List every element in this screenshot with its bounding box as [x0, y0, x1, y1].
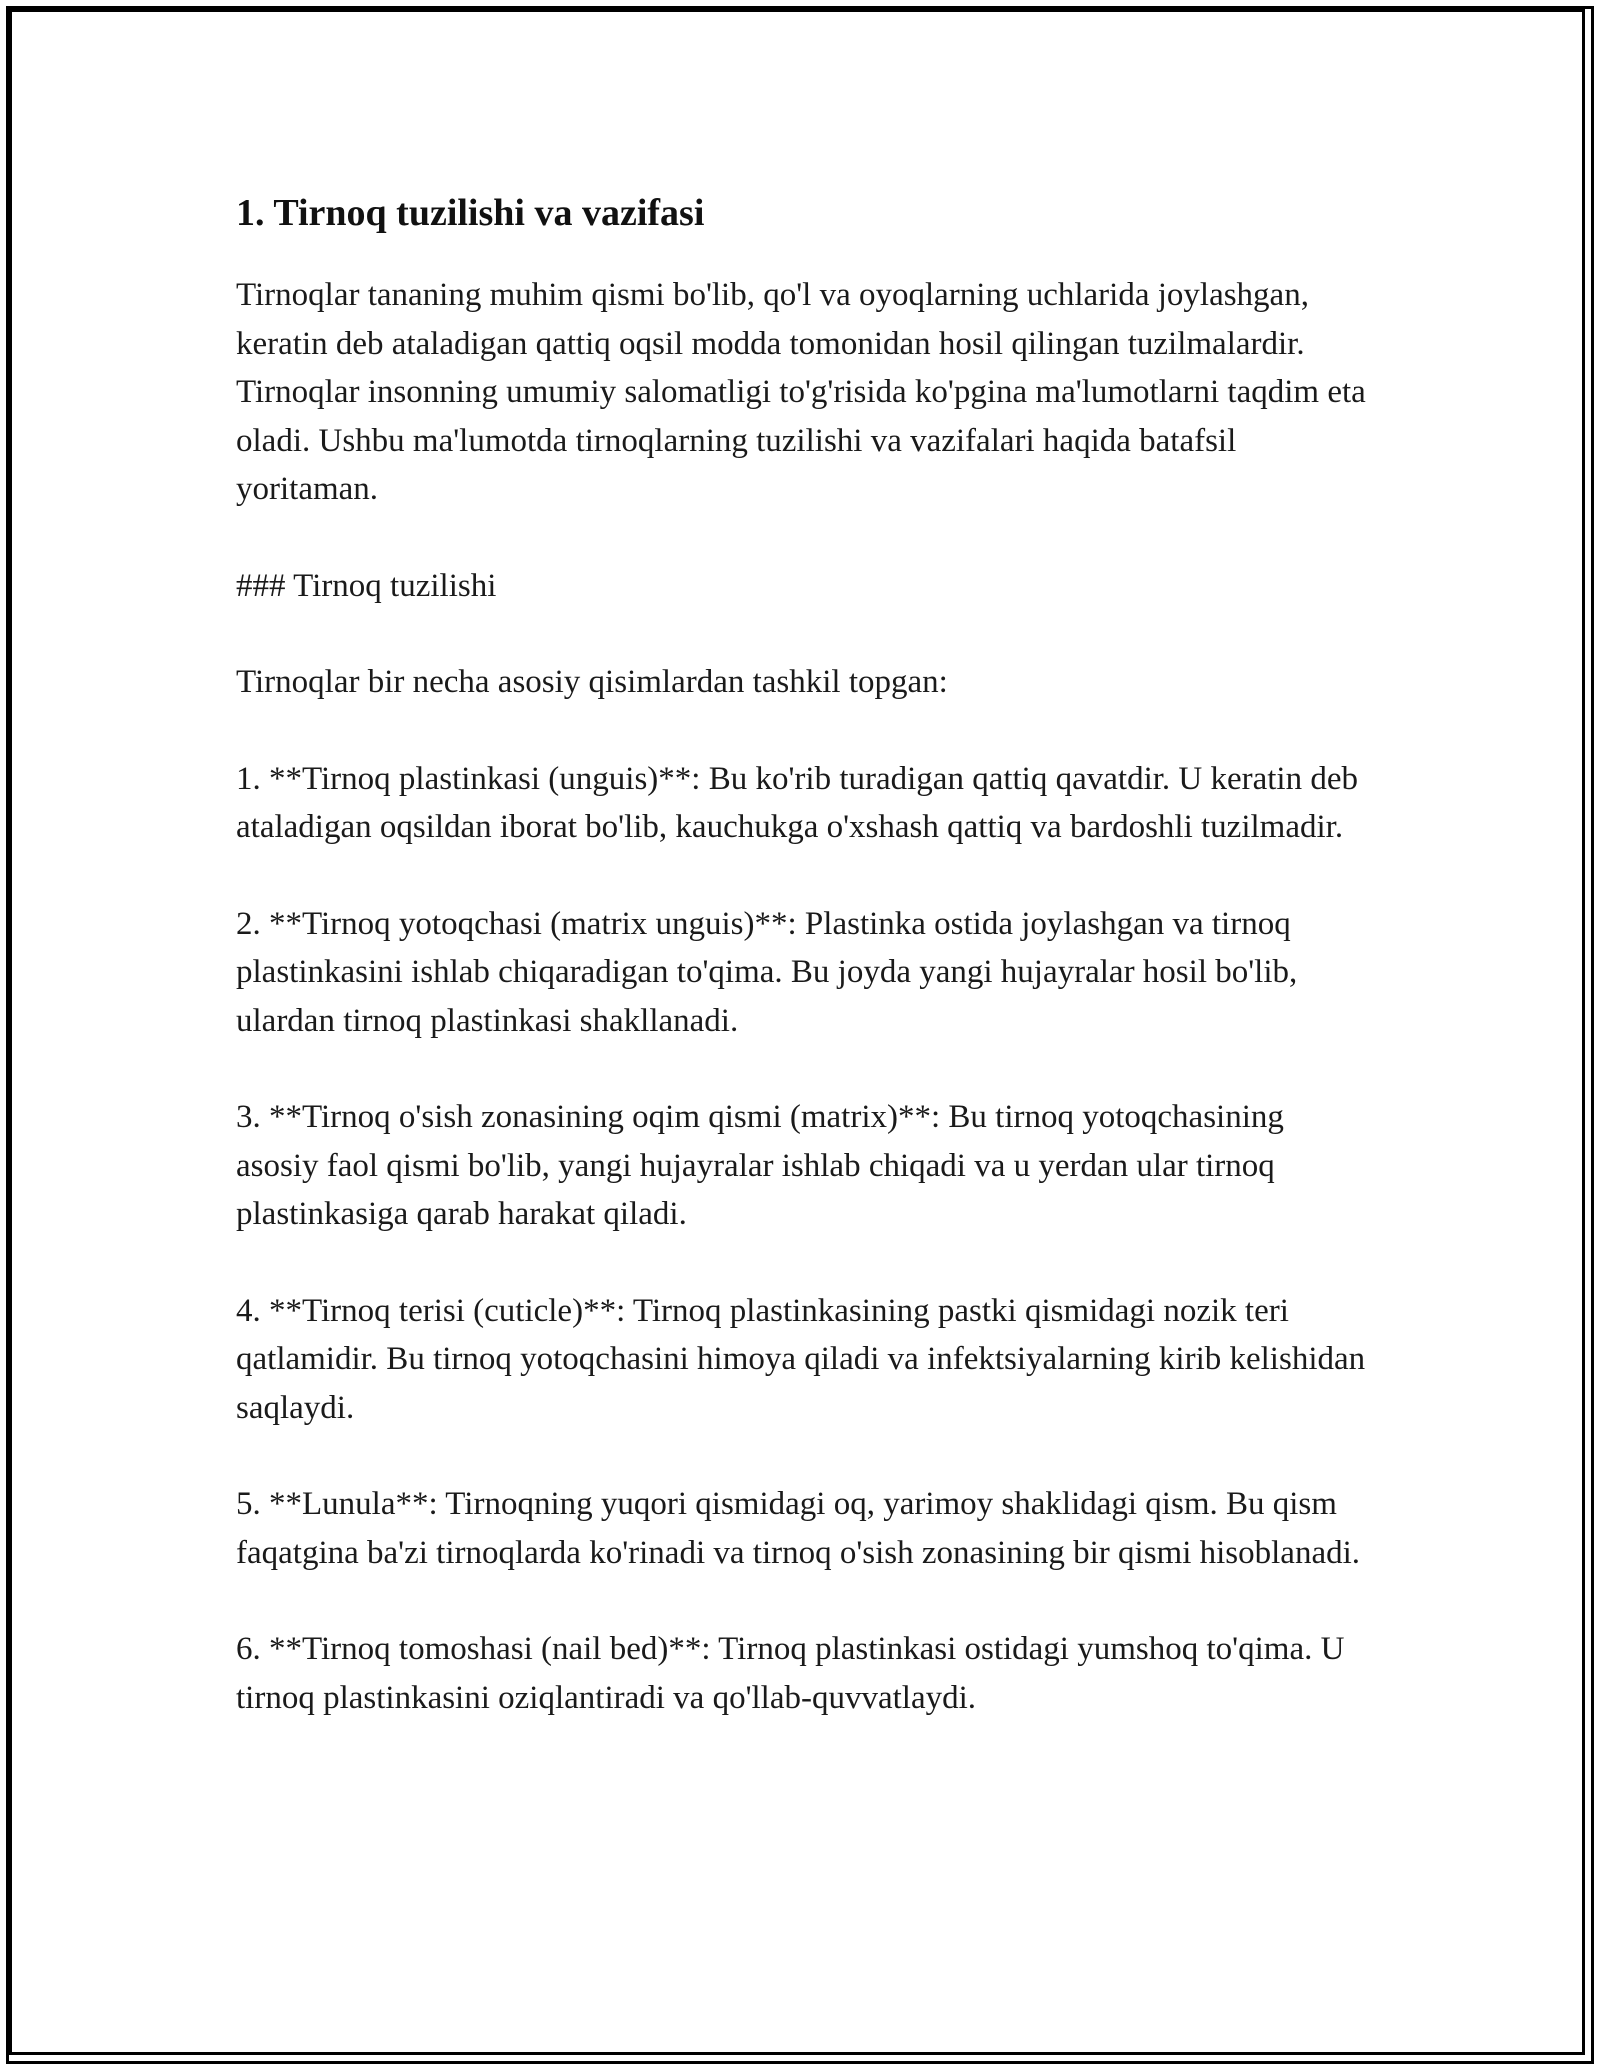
- list-item-nail-bed: 6. **Tirnoq tomoshasi (nail bed)**: Tirnoq plastinkasi ostidagi yumshoq to'qima. U tirnoq plastinkasini oziqlantiradi va qo'llab-quvvatlaydi.: [236, 1631, 1345, 1716]
- list-item-lunula: 5. **Lunula**: Tirnoqning yuqori qismidagi oq, yarimoy shaklidagi qism. Bu qism faqatgina ba'zi tirnoqlarda ko'rinadi va tirnoq o'sish zonasining bir qismi hisoblanadi.: [236, 1486, 1361, 1571]
- list-intro: Tirnoqlar bir necha asosiy qisimlardan tashkil topgan:: [236, 664, 948, 700]
- list-item-plastinka: 1. **Tirnoq plastinkasi (unguis)**: Bu ko'rib turadigan qattiq qavatdir. U keratin deb ataladigan oqsildan iborat bo'lib, kauchukga o'xshash qattiq va bardoshli tuzilmadir.: [236, 760, 1358, 845]
- list-item-yotoqcha: 2. **Tirnoq yotoqchasi (matrix unguis)**: Plastinka ostida joylashgan va tirnoq plastinkasini ishlab chiqaradigan to'qima. Bu joyda yangi hujayralar hosil bo'lib, ulardan tirnoq plastinkasi shakllanadi.: [236, 905, 1298, 1039]
- section-title: 1. Tirnoq tuzilishi va vazifasi: [236, 192, 705, 234]
- list-item-matrix: 3. **Tirnoq o'sish zonasining oqim qismi (matrix)**: Bu tirnoq yotoqchasining asosiy faol qismi bo'lib, yangi hujayralar ishlab chiqadi va u yerdan ular tirnoq plastinkasiga qarab harakat qiladi.: [236, 1099, 1284, 1232]
- document-body: [236, 185, 1366, 1770]
- subheading-tirnoq-tuzilishi: ### Tirnoq tuzilishi: [236, 567, 497, 604]
- list-item-cuticle: 4. **Tirnoq terisi (cuticle)**: Tirnoq plastinkasining pastki qismidagi nozik teri qatlamidir. Bu tirnoq yotoqchasini himoya qiladi va infektsiyalarning kirib kelishidan saqlaydi.: [236, 1292, 1366, 1426]
- intro-paragraph: Tirnoqlar tananing muhim qismi bo'lib, qo'l va oyoqlarning uchlarida joylashgan, keratin deb ataladigan qattiq oqsil modda tomonidan hosil qilingan tuzilmalardir. Tirnoqlar insonning umumiy salomatligi to'g'risida ko'pgina ma'lumotlarni taqdim eta oladi. Ushbu ma'lumotda tirnoqlarning tuzilishi va vazifalari haqida batafsil yoritaman.: [236, 277, 1366, 507]
